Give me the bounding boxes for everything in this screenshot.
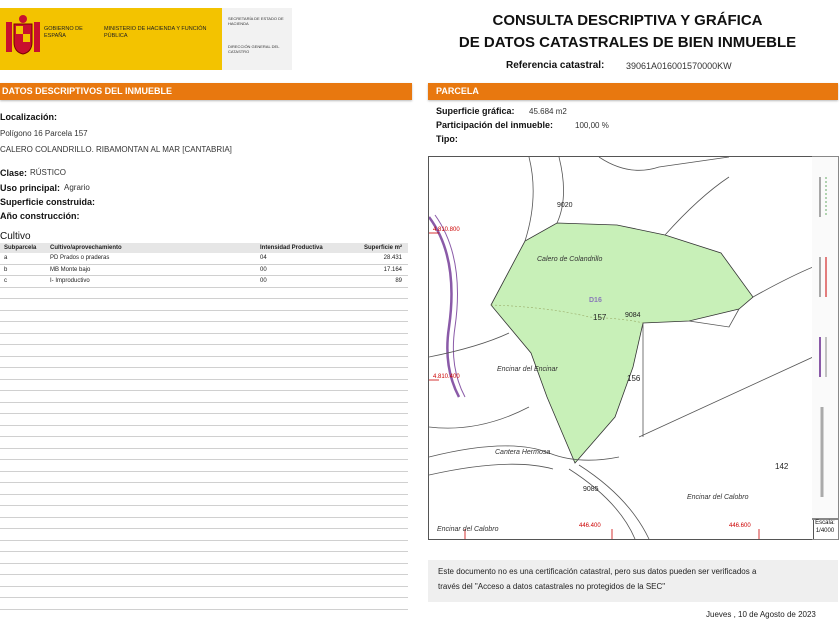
- empty-row: [0, 598, 408, 610]
- map-label-9085: 9085: [583, 486, 599, 493]
- map-label-157: 157: [593, 313, 607, 322]
- empty-row: [0, 368, 408, 380]
- superficie-construida-label: Superficie construida:: [0, 197, 96, 207]
- cadastral-map[interactable]: [428, 156, 814, 540]
- empty-row: [0, 529, 408, 541]
- uso-principal-value: Agrario: [64, 183, 90, 192]
- ministry-name: MINISTERIO DE HACIENDA Y FUNCIÓN PÚBLICA: [104, 26, 207, 39]
- gov-name: GOBIERNO DE ESPAÑA: [44, 26, 83, 39]
- cell-subparcela: c: [4, 278, 7, 284]
- participacion-label: Participación del inmueble:: [436, 120, 554, 130]
- road-line: [753, 267, 813, 297]
- secretaria-name: SECRETARÍA DE ESTADO DE HACIENDA: [228, 16, 284, 26]
- empty-row: [0, 483, 408, 495]
- descriptive-data-header: DATOS DESCRIPTIVOS DEL INMUEBLE: [0, 83, 412, 100]
- map-label-cantera: Cantera Hermosa: [495, 449, 551, 456]
- empty-row: [0, 449, 408, 461]
- ref-catastral-label: Referencia catastral:: [506, 60, 605, 71]
- localizacion-line-2: CALERO COLANDRILLO. RIBAMONTAN AL MAR [CANTABRIA]: [0, 145, 232, 154]
- table-row: [0, 253, 408, 265]
- table-row: [0, 276, 408, 288]
- map-label-9084: 9084: [625, 312, 641, 319]
- empty-row: [0, 403, 408, 415]
- empty-row: [0, 426, 408, 438]
- col-superficie: Superficie m²: [363, 245, 402, 251]
- anio-construccion-label: Año construcción:: [0, 211, 80, 221]
- empty-table-rows: [0, 288, 408, 610]
- uso-principal-label: Uso principal:: [0, 183, 61, 193]
- cell-cultivo: I- Improductivo: [50, 278, 90, 284]
- empty-row: [0, 552, 408, 564]
- road-line: [599, 157, 729, 170]
- empty-row: [0, 311, 408, 323]
- localizacion-label: Localización:: [0, 112, 58, 122]
- localizacion-line-1: Polígono 16 Parcela 157: [0, 129, 88, 138]
- coord-x-1: 446.400: [579, 523, 601, 529]
- road-line: [665, 177, 729, 235]
- note-line-1: Este documento no es una certificación catastral, pero sus datos pueden ser verificados a: [438, 567, 757, 576]
- map-label-142: 142: [775, 462, 789, 471]
- document-date: Jueves , 10 de Agosto de 2023: [706, 610, 816, 619]
- tipo-label: Tipo:: [436, 134, 458, 144]
- map-svg: [429, 157, 813, 539]
- parcel-157-polygon[interactable]: [491, 223, 753, 463]
- empty-row: [0, 322, 408, 334]
- empty-row: [0, 564, 408, 576]
- coord-x-2: 446.600: [729, 523, 751, 529]
- map-label-encinar-calobro-bottom: Encinar del Calobro: [437, 526, 499, 533]
- escala-label: Escala:: [815, 520, 835, 526]
- cell-superficie: 28.431: [383, 255, 402, 261]
- table-header-row: [0, 243, 408, 253]
- empty-row: [0, 288, 408, 300]
- disclaimer-note: [428, 560, 838, 602]
- purple-boundary-line: [429, 217, 459, 397]
- document-title: [430, 10, 825, 54]
- empty-row: [0, 495, 408, 507]
- cell-subparcela: b: [4, 266, 8, 273]
- coord-y-top: 4.810.800: [433, 227, 460, 233]
- cultivo-label: Cultivo: [0, 231, 31, 242]
- empty-row: [0, 380, 408, 392]
- cell-superficie: 89: [395, 278, 402, 284]
- empty-row: [0, 414, 408, 426]
- cell-intensidad: 00: [260, 278, 267, 284]
- parcela-header: PARCELA: [428, 83, 838, 100]
- cell-cultivo: MB Monte bajo: [50, 266, 91, 273]
- title-line-1: CONSULTA DESCRIPTIVA Y GRÁFICA: [492, 12, 763, 29]
- empty-row: [0, 391, 408, 403]
- clase-value: RÚSTICO: [30, 168, 66, 177]
- empty-row: [0, 575, 408, 587]
- cultivo-table: [0, 243, 408, 610]
- col-cultivo: Cultivo/aprovechamiento: [50, 245, 122, 251]
- map-label-156: 156: [627, 374, 641, 383]
- empty-row: [0, 518, 408, 530]
- escala-value: 1/4000: [815, 528, 835, 534]
- ref-catastral-value: 39061A016001570000KW: [626, 61, 732, 71]
- map-label-d16: D16: [589, 297, 602, 304]
- direccion-name: DIRECCIÓN GENERAL DEL CATASTRO: [228, 44, 280, 54]
- empty-row: [0, 506, 408, 518]
- empty-row: [0, 472, 408, 484]
- empty-row: [0, 460, 408, 472]
- map-label-calero: Calero de Colandrillo: [537, 256, 603, 263]
- cell-subparcela: a: [4, 255, 8, 261]
- title-line-2: DE DATOS CATASTRALES DE BIEN INMUEBLE: [458, 34, 797, 51]
- parcel-boundary: [639, 357, 813, 437]
- empty-row: [0, 334, 408, 346]
- note-line-2: través del "Acceso a datos catastrales no protegidos de la SEC": [438, 582, 666, 591]
- parcel-boundary: [429, 333, 509, 357]
- map-label-9020: 9020: [557, 202, 573, 209]
- empty-row: [0, 587, 408, 599]
- participacion-value: 100,00 %: [575, 121, 609, 130]
- empty-row: [0, 345, 408, 357]
- cell-cultivo: PD Prados o praderas: [50, 255, 110, 261]
- superficie-grafica-label: Superficie gráfica:: [436, 106, 515, 116]
- col-subparcela: Subparcela: [4, 245, 37, 251]
- empty-row: [0, 541, 408, 553]
- road-line: [525, 157, 533, 241]
- empty-row: [0, 437, 408, 449]
- map-label-encinar-calobro: Encinar del Calobro: [687, 494, 749, 501]
- road-line: [429, 464, 553, 475]
- parcel-boundary: [429, 407, 529, 428]
- coat-of-arms-icon: [4, 14, 42, 60]
- map-legend: [812, 156, 839, 520]
- cell-superficie: 17.164: [383, 266, 402, 273]
- map-label-encinar: Encinar del Encinar: [497, 366, 558, 373]
- col-intensidad: Intensidad Productiva: [260, 245, 323, 251]
- empty-row: [0, 357, 408, 369]
- superficie-grafica-value: 45.684 m2: [529, 107, 567, 116]
- cell-intensidad: 00: [260, 266, 267, 273]
- clase-label: Clase:: [0, 168, 28, 178]
- cell-intensidad: 04: [260, 255, 267, 261]
- empty-row: [0, 299, 408, 311]
- coord-y-mid: 4.810.400: [433, 374, 460, 380]
- road-line: [557, 157, 564, 223]
- map-scale: [812, 518, 839, 540]
- table-row: [0, 265, 408, 277]
